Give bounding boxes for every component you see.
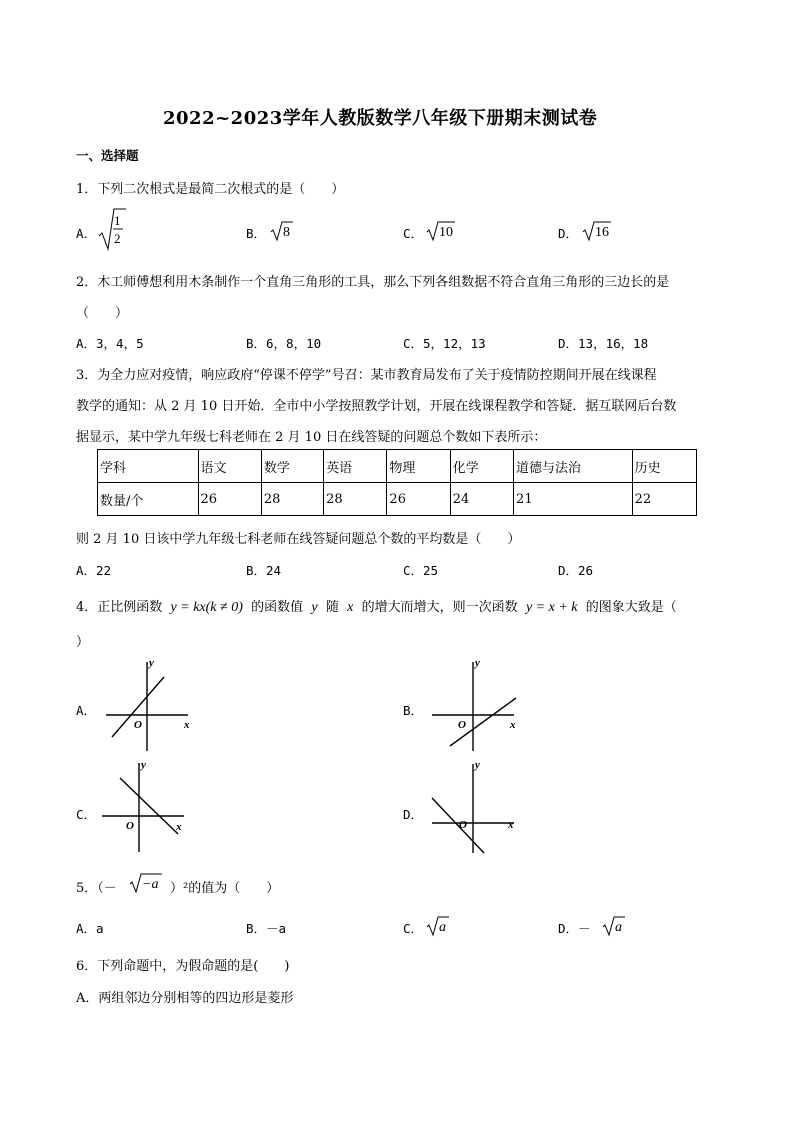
q2-option-d: D．13，16，18 [558,336,649,351]
table-row [98,483,697,516]
q2-option-c: C．5，12，13 [403,336,486,351]
q1-option-c-label: C． [403,226,424,241]
q5-option-c-sqrt [426,915,450,937]
q3-question: 则 2 月 10 日该中学九年级七科老师在线答疑问题总个数的平均数是（ ） [76,532,521,547]
q4-option-d-graph [428,758,524,856]
q4-equation-1: y = kx(k ≠ 0) [170,600,243,615]
q2-option-a: A．3，4，5 [76,336,144,351]
q5-radicand: −a [142,877,159,892]
table-cell: 21 [514,483,633,516]
q1-option-d-label: D． [558,226,579,241]
q5-option-c-label: C． [403,921,424,936]
table-cell: 26 [198,483,261,516]
q4-equation-2: y = x + k [525,600,578,615]
q4-text-5: 的图象大致是（ [585,600,677,615]
axis-y-label: y [149,657,154,669]
table-cell: 数学 [261,450,323,483]
q6-stem: 6．下列命题中，为假命题的是( ) [76,959,290,974]
q5-option-d-sqrt [602,915,626,937]
q1-d-radicand: 16 [595,225,609,240]
axis-x-label: x [510,719,516,731]
q6-option-a: A．两组邻边分别相等的四边形是菱形 [76,991,294,1006]
table-cell: 道德与法治 [514,450,633,483]
q4-option-c-graph [102,758,198,856]
table-cell: 历史 [632,450,696,483]
axis-x-label: x [508,819,514,831]
q4-option-c-label: C． [76,807,97,822]
q1-option-b-sqrt [270,220,294,242]
q4-stem-line-1 [76,596,677,616]
q4-var-y: y [311,600,318,615]
q4-var-x: x [347,600,354,615]
q4-text-2: 的函数值 [251,600,304,615]
table-cell: 24 [450,483,513,516]
table-cell: 化学 [450,450,513,483]
table-cell: 数量/个 [98,483,199,516]
q1-a-numerator: 1 [114,213,121,228]
q1-option-a-sqrt [97,206,127,252]
q3-line-3: 据显示，某中学九年级七科老师在 2 月 10 日在线答疑的问题总个数如下表所示： [76,430,547,445]
q4-option-a-graph [102,656,198,754]
origin-label: O [458,719,466,731]
table-cell: 学科 [98,450,199,483]
table-header-row [98,450,697,483]
q5-option-a: A．a [76,921,104,936]
origin-label: O [126,820,134,832]
q4-stem-close: ） [76,635,90,650]
q4-option-b-label: B． [403,703,424,718]
origin-label: O [459,819,467,831]
q1-option-b-label: B． [246,226,267,241]
q4-text-3: 随 [325,600,339,615]
q4-option-b-graph [428,656,524,754]
table-cell: 语文 [198,450,261,483]
q5-stem-open: 5．（－ [76,881,117,896]
q2-stem: 2．木工师傅想利用木条制作一个直角三角形的工具，那么下列各组数据不符合直角三角形的三边长的是 [76,275,670,290]
q5-d-radicand: a [615,920,622,935]
q3-data-table [97,449,697,516]
q3-line-1: 3．为全力应对疫情，响应政府“停课不停学”号召：某市教育局发布了关于疫情防控期间开展在线课程 [76,368,657,383]
q1-b-radicand: 8 [283,225,290,240]
axis-y-label: y [475,657,480,669]
q3-option-a: A．22 [76,563,112,578]
q3-option-b: B．24 [246,563,282,578]
table-cell: 物理 [387,450,450,483]
axis-y-label: y [475,759,480,771]
q5-option-b: B．－a [246,921,287,936]
q1-a-denominator: 2 [114,231,121,246]
q3-option-c: C．25 [403,563,439,578]
q5-c-radicand: a [439,920,446,935]
table-cell: 28 [324,483,387,516]
table-cell: 28 [261,483,323,516]
q2-option-b: B．6，8，10 [246,336,322,351]
q5-stem-close: ）²的值为（ ） [170,881,280,896]
table-cell: 22 [632,483,696,516]
page-title: 2022~2023学年人教版数学八年级下册期末测试卷 [163,108,598,129]
axis-x-label: x [184,719,190,731]
q1-option-d-sqrt [582,220,612,242]
q5-sqrt-neg-a [129,872,163,894]
q4-text-1: 4．正比例函数 [76,600,163,615]
section-heading: 一、选择题 [76,148,139,163]
q4-option-d-label: D． [403,807,424,822]
origin-label: O [134,719,142,731]
q4-option-a-label: A． [76,703,97,718]
axis-x-label: x [176,821,182,833]
table-cell: 26 [387,483,450,516]
q1-option-a-label: A． [76,226,97,241]
q4-text-4: 的增大而增大，则一次函数 [361,600,518,615]
table-cell: 英语 [324,450,387,483]
axis-y-label: y [141,759,146,771]
q1-option-c-sqrt [426,220,456,242]
q3-line-2: 教学的通知：从 2 月 10 日开始．全市中小学按照教学计划，开展在线课程教学和答疑．据互联网后台数 [76,399,677,414]
q1-c-radicand: 10 [439,225,453,240]
q2-stem-paren: （ ） [76,306,129,321]
q1-stem: 1．下列二次根式是最简二次根式的是（ ） [76,182,345,197]
q5-option-d-label: D．－ [558,921,591,936]
q3-option-d: D．26 [558,563,594,578]
